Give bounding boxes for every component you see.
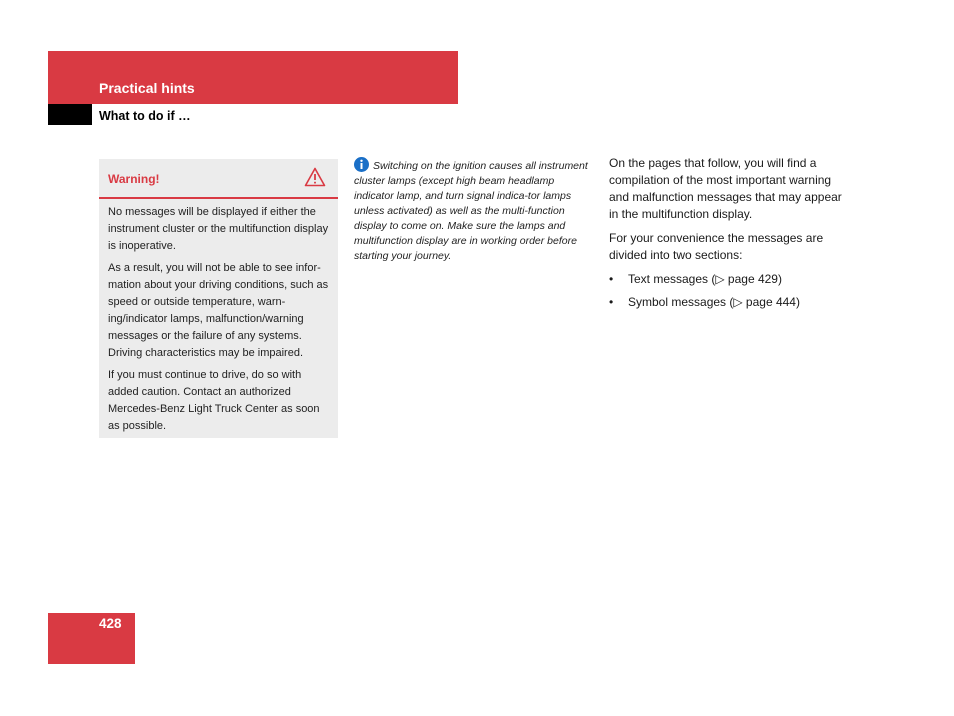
warning-header — [99, 159, 338, 199]
info-text: Switching on the ignition causes all instrument cluster lamps (except high beam headlamp indicator lamp, and turn signal indica-tor lamps unless activated) as well as the multi-function display to come on. Make sure the lamps and multifunction display are in working order before starting your journey. — [354, 160, 588, 262]
main-paragraph: On the pages that follow, you will find a compilation of the most important warning and malfunction messages that may appear in the multifunction display. — [609, 156, 842, 221]
warning-paragraph: If you must continue to drive, do so with added caution. Contact an authorized Mercedes-Benz Light Truck Center as soon as possible. — [108, 369, 320, 432]
info-icon — [354, 157, 369, 172]
warning-box — [99, 159, 338, 438]
warning-paragraph: As a result, you will not be able to see infor-mation about your driving conditions, such as speed or outside temperature, warn-ing/indicator lamps, malfunction/warning messages or the failure of any systems. Driving characteristics may be impaired. — [108, 262, 329, 359]
list-item-symbol-messages[interactable] — [609, 294, 854, 311]
warning-triangle-icon — [304, 167, 326, 187]
list-item-text-messages[interactable] — [609, 271, 854, 288]
main-text — [609, 155, 854, 317]
list-item-label: Text messages (▷ page 429) — [628, 272, 782, 286]
bullet: • — [609, 272, 614, 286]
warning-title: Warning! — [108, 172, 160, 186]
header-band — [48, 51, 458, 104]
warning-body — [99, 199, 338, 435]
bullet: • — [609, 295, 614, 309]
list-item-label: Symbol messages (▷ page 444) — [628, 295, 800, 309]
main-paragraph: For your convenience the messages are divided into two sections: — [609, 231, 824, 262]
section-marker-tab — [48, 104, 92, 125]
subsection-title: What to do if … — [99, 109, 191, 123]
info-note — [354, 157, 596, 264]
section-title: Practical hints — [99, 80, 195, 96]
page-number: 428 — [99, 616, 122, 631]
warning-paragraph: No messages will be displayed if either the instrument cluster or the multifunction display is inoperative. — [108, 206, 329, 252]
section-list — [609, 271, 854, 311]
